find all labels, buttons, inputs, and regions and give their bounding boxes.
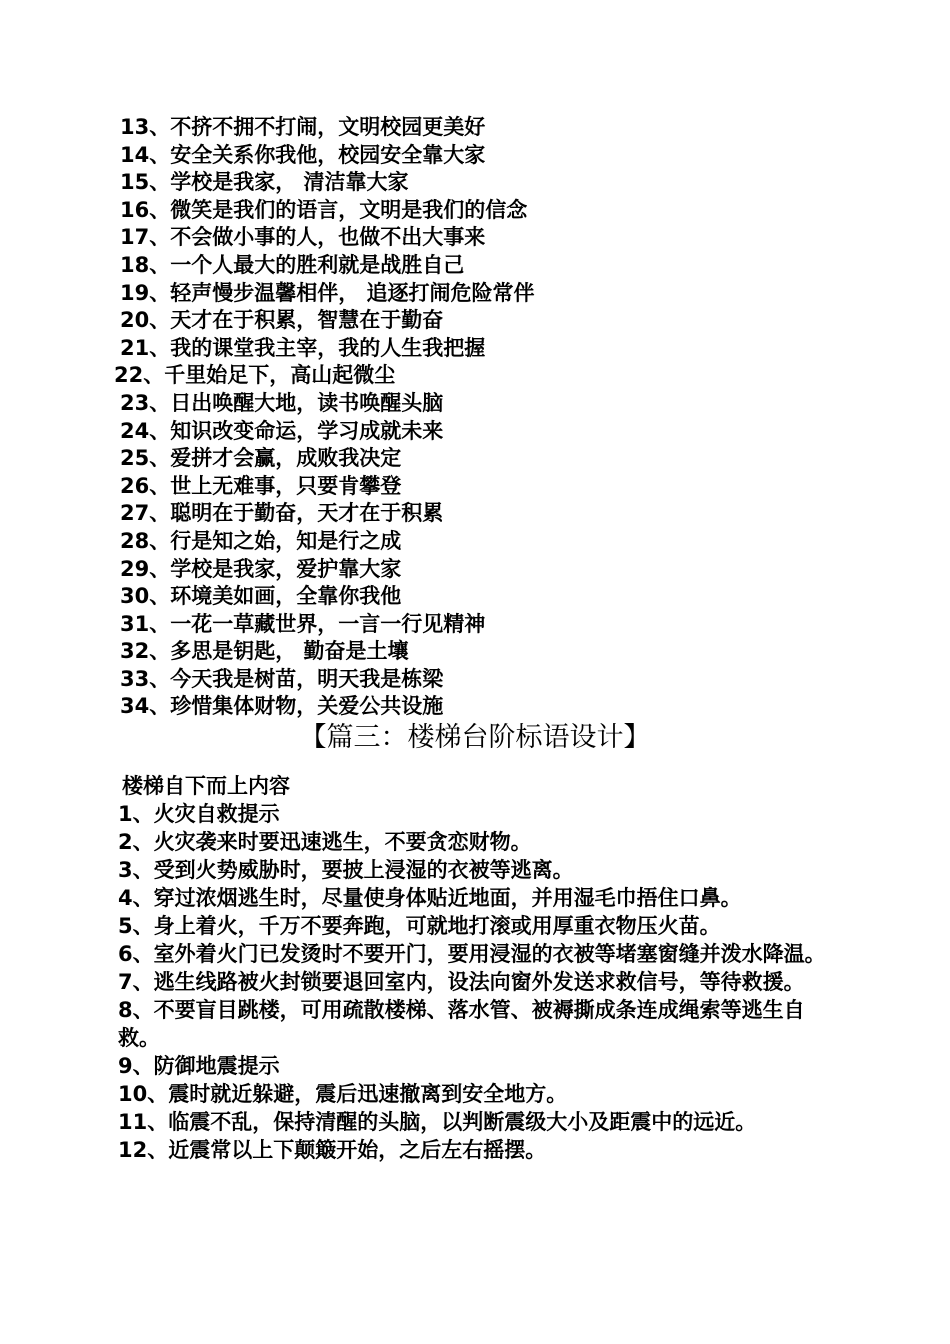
slogan-line: 17、不会做小事的人，也做不出大事来 xyxy=(120,225,486,250)
slogan-line: 22、千里始足下，高山起微尘 xyxy=(114,363,396,388)
slogan-line: 23、日出唤醒大地，读书唤醒头脑 xyxy=(120,390,444,415)
slogan-line: 27、聪明在于勤奋，天才在于积累 xyxy=(120,501,444,526)
slogan-line: 33、今天我是树苗，明天我是栋梁 xyxy=(120,666,444,691)
stair-item: 11、临震不乱，保持清醒的头脑，以判断震级大小及距震中的远近。 xyxy=(118,1110,757,1134)
stair-item: 7、逃生线路被火封锁要退回室内，设法向窗外发送求救信号，等待救援。 xyxy=(118,970,805,994)
stair-item: 6、室外着火门已发烫时不要开门，要用浸湿的衣被等堵塞窗缝并泼水降温。 xyxy=(118,942,826,966)
slogan-line: 20、天才在于积累，智慧在于勤奋 xyxy=(120,308,444,333)
slogan-list xyxy=(114,114,840,721)
slogan-line: 14、安全关系你我他，校园安全靠大家 xyxy=(120,142,486,167)
stair-item: 9、防御地震提示 xyxy=(118,1054,280,1078)
slogan-line: 29、学校是我家，爱护靠大家 xyxy=(120,556,402,581)
stair-heading: 楼梯自下而上内容 xyxy=(122,774,290,798)
stair-content-list xyxy=(118,772,836,1164)
slogan-line: 31、一花一草藏世界，一言一行见精神 xyxy=(120,611,486,636)
slogan-line: 28、行是知之始，知是行之成 xyxy=(120,528,402,553)
slogan-line: 32、多思是钥匙， 勤奋是土壤 xyxy=(120,639,409,664)
stair-item: 12、近震常以上下颠簸开始，之后左右摇摆。 xyxy=(118,1138,547,1162)
stair-item: 10、震时就近躲避，震后迅速撤离到安全地方。 xyxy=(118,1082,568,1106)
slogan-line: 25、爱拼才会赢，成败我决定 xyxy=(120,446,402,471)
slogan-line: 24、知识改变命运，学习成就未来 xyxy=(120,418,444,443)
stair-item: 2、火灾袭来时要迅速逃生，不要贪恋财物。 xyxy=(118,830,532,854)
slogan-line: 18、一个人最大的胜利就是战胜自己 xyxy=(120,252,465,277)
stair-item: 4、穿过浓烟逃生时，尽量使身体贴近地面，并用湿毛巾捂住口鼻。 xyxy=(118,886,742,910)
slogan-line: 13、不挤不拥不打闹，文明校园更美好 xyxy=(120,115,486,139)
slogan-line: 15、学校是我家， 清洁靠大家 xyxy=(120,170,409,195)
stair-item: 5、身上着火，千万不要奔跑，可就地打滚或用厚重衣物压火苗。 xyxy=(118,914,721,938)
stair-item: 1、火灾自救提示 xyxy=(118,802,280,826)
slogan-line: 21、我的课堂我主宰，我的人生我把握 xyxy=(120,335,486,360)
slogan-line: 19、轻声慢步温馨相伴， 追逐打闹危险常伴 xyxy=(120,280,535,305)
section-title: 【篇三：楼梯台阶标语设计】 xyxy=(299,722,651,753)
stair-item: 8、不要盲目跳楼，可用疏散楼梯、落水管、被褥撕成条连成绳索等逃生自救。 xyxy=(118,998,805,1050)
slogan-line: 16、微笑是我们的语言，文明是我们的信念 xyxy=(120,197,528,222)
slogan-line: 34、珍惜集体财物，关爱公共设施 xyxy=(120,694,444,719)
slogan-line: 30、环境美如画，全靠你我他 xyxy=(120,584,402,609)
stair-item: 3、受到火势威胁时，要披上浸湿的衣被等逃离。 xyxy=(118,858,574,882)
slogan-line: 26、世上无难事，只要肯攀登 xyxy=(120,473,402,498)
